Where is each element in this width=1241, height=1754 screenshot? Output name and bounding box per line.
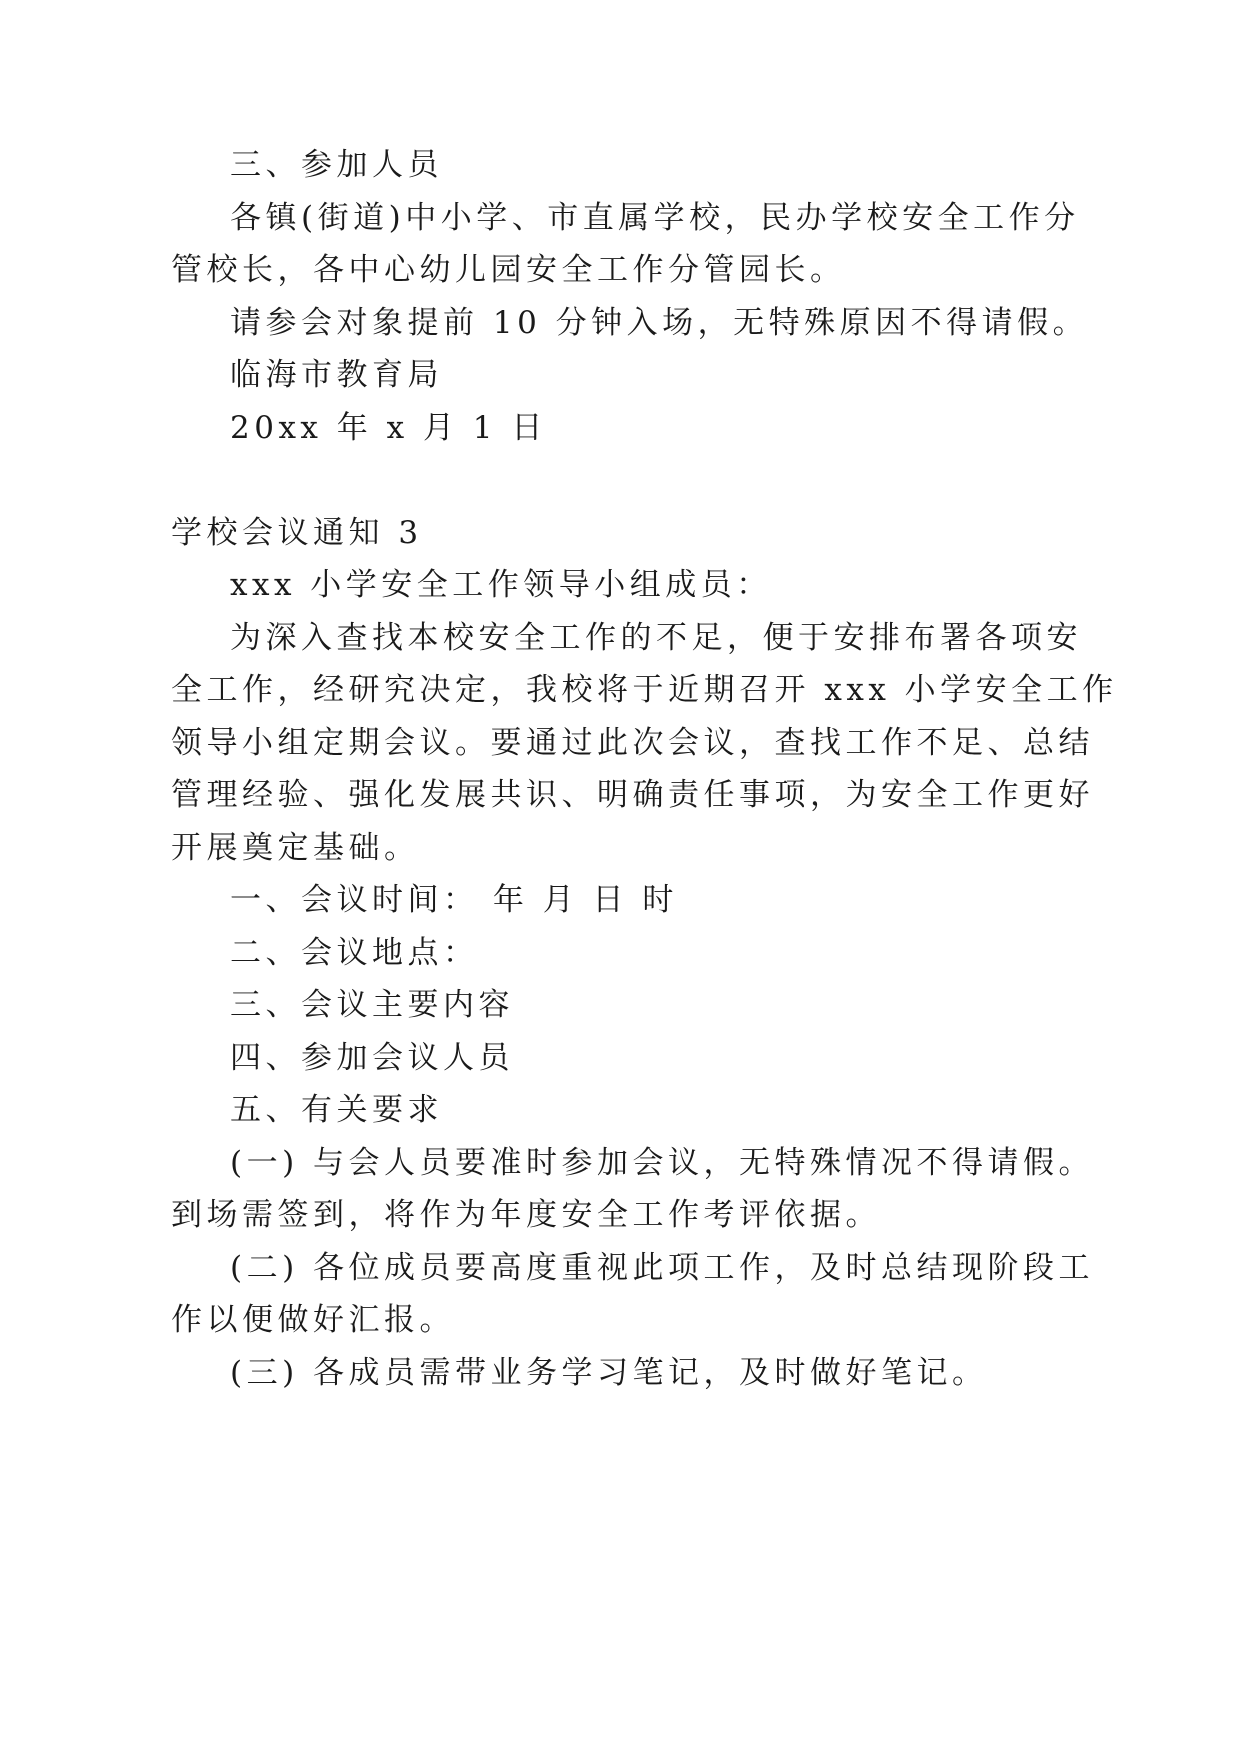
requirement-item-continuation: 作以便做好汇报。 — [171, 1302, 455, 1338]
paragraph-line: 各镇(街道)中小学、市直属学校，民办学校安全工作分 — [230, 200, 1080, 236]
paragraph-line: 请参会对象提前 10 分钟入场，无特殊原因不得请假。 — [230, 305, 1089, 341]
signature-date: 20xx 年 x 月 1 日 — [230, 410, 547, 446]
paragraph-line: 管理经验、强化发展共识、明确责任事项，为安全工作更好 — [171, 777, 1094, 813]
requirement-item: (三) 各成员需带业务学习笔记，及时做好笔记。 — [230, 1355, 988, 1391]
paragraph-line: 开展奠定基础。 — [171, 830, 420, 866]
section-heading-participants: 三、参加人员 — [230, 147, 443, 183]
section-heading-meeting-content: 三、会议主要内容 — [230, 987, 514, 1023]
document-title: 学校会议通知 3 — [171, 515, 423, 551]
paragraph-line: 为深入查找本校安全工作的不足，便于安排布署各项安 — [230, 620, 1082, 656]
section-heading-meeting-attendees: 四、参加会议人员 — [230, 1040, 514, 1076]
paragraph-line: 管校长，各中心幼儿园安全工作分管园长。 — [171, 252, 846, 288]
section-heading-meeting-time: 一、会议时间： 年 月 日 时 — [230, 882, 678, 918]
salutation: xxx 小学安全工作领导小组成员： — [230, 567, 772, 603]
signature-organization: 临海市教育局 — [230, 357, 443, 393]
section-heading-requirements: 五、有关要求 — [230, 1092, 443, 1128]
section-heading-meeting-place: 二、会议地点： — [230, 935, 479, 971]
requirement-item-continuation: 到场需签到，将作为年度安全工作考评依据。 — [171, 1197, 881, 1233]
requirement-item: (一) 与会人员要准时参加会议，无特殊情况不得请假。 — [230, 1145, 1095, 1181]
requirement-item: (二) 各位成员要高度重视此项工作，及时总结现阶段工 — [230, 1250, 1095, 1286]
paragraph-line: 领导小组定期会议。要通过此次会议，查找工作不足、总结 — [171, 725, 1094, 761]
paragraph-line: 全工作，经研究决定，我校将于近期召开 xxx 小学安全工作 — [171, 672, 1118, 708]
